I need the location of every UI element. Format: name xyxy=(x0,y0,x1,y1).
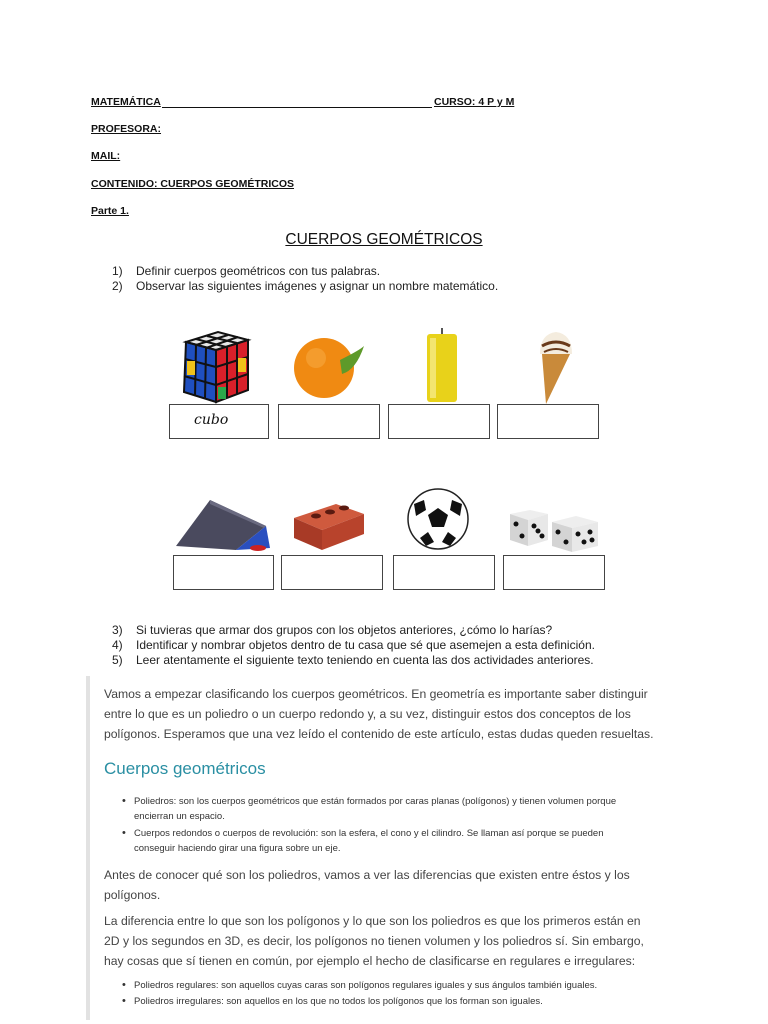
section-heading: Cuerpos geométricos xyxy=(104,759,266,778)
orange-image xyxy=(290,330,366,404)
para-2-line-2: polígonos. xyxy=(104,888,161,902)
bullet-cuerpos-redondos: • Cuerpos redondos o cuerpos de revolución: son la esfera, el cono y el cilindro. Se llaman así porque se pueden conseguir haciendo girar una figura sobre un eje. xyxy=(134,826,603,856)
answer-box-5[interactable] xyxy=(173,555,274,590)
article-excerpt xyxy=(86,676,668,1020)
ice-cream-cone-image xyxy=(536,328,580,406)
para-3-line-3: hay cosas que sí tienen en común, por ejemplo el hecho de clasificarse en regulares e irregulares: xyxy=(104,954,636,968)
answer-box-7[interactable] xyxy=(393,555,495,590)
part-label: Parte 1. xyxy=(91,205,129,217)
answer-cubo: cubo xyxy=(194,412,229,428)
answer-box-6[interactable] xyxy=(281,555,383,590)
para-3-line-2: 2D y los segundos en 3D, es decir, los polígonos no tienen volumen y los poliedros sí. Sin embargo, xyxy=(104,934,644,948)
tent-image xyxy=(172,496,270,552)
mail-label: MAIL: xyxy=(91,150,121,162)
dice-image xyxy=(506,506,602,554)
rubik-cube-image xyxy=(178,328,252,404)
subject-label: MATEMÁTICA xyxy=(91,96,161,108)
brick-image xyxy=(292,502,366,552)
answer-box-8[interactable] xyxy=(503,555,605,590)
candle-image xyxy=(424,328,460,404)
intro-line-2: entre lo que es un poliedro o un cuerpo redondo y, a su vez, distinguir estos dos conceptos de los xyxy=(104,707,631,721)
bullet-poliedros-irregulares: • Poliedros irregulares: son aquellos en los que no todos los polígonos que los forman son iguales. xyxy=(134,994,543,1009)
para-2-line-1: Antes de conocer qué son los poliedros, vamos a ver las diferencias que existen entre éstos y los xyxy=(104,868,630,882)
intro-line-1: Vamos a empezar clasificando los cuerpos geométricos. En geometría es importante saber distinguir xyxy=(104,687,648,701)
question-4: 4) Identificar y nombrar objetos dentro de tu casa que sé que asemejen a esta definición. xyxy=(112,638,595,652)
bullet-poliedros-regulares: • Poliedros regulares: son aquellos cuyas caras son polígonos regulares iguales y sus ángulos también iguales. xyxy=(134,978,597,993)
page-title: CUERPOS GEOMÉTRICOS xyxy=(285,231,483,248)
question-1: 1) Definir cuerpos geométricos con tus palabras. xyxy=(112,264,381,278)
teacher-label: PROFESORA: xyxy=(91,123,162,135)
question-5: 5) Leer atentamente el siguiente texto teniendo en cuenta las dos actividades anteriores. xyxy=(112,653,594,667)
soccer-ball-image xyxy=(406,486,470,552)
question-3: 3) Si tuvieras que armar dos grupos con los objetos anteriores, ¿cómo lo harías? xyxy=(112,623,553,637)
answer-box-2[interactable] xyxy=(278,404,380,439)
answer-box-4[interactable] xyxy=(497,404,599,439)
question-2: 2) Observar las siguientes imágenes y asignar un nombre matemático. xyxy=(112,279,499,293)
content-label: CONTENIDO: CUERPOS GEOMÉTRICOS xyxy=(91,178,295,190)
intro-line-3: polígonos. Esperamos que una vez leído el contenido de este artículo, estas dudas queden resueltas. xyxy=(104,727,654,741)
answer-box-1[interactable] xyxy=(169,404,269,439)
subject-underline xyxy=(162,96,432,108)
bullet-poliedros: • Poliedros: son los cuerpos geométricos que están formados por caras planas (polígonos) y tienen volumen porque encierran un espacio. xyxy=(134,794,616,824)
answer-box-3[interactable] xyxy=(388,404,490,439)
course-label: CURSO: 4 P y M xyxy=(434,96,515,108)
para-3-line-1: La diferencia entre lo que son los polígonos y lo que son los poliedros es que los primeros están en xyxy=(104,914,641,928)
